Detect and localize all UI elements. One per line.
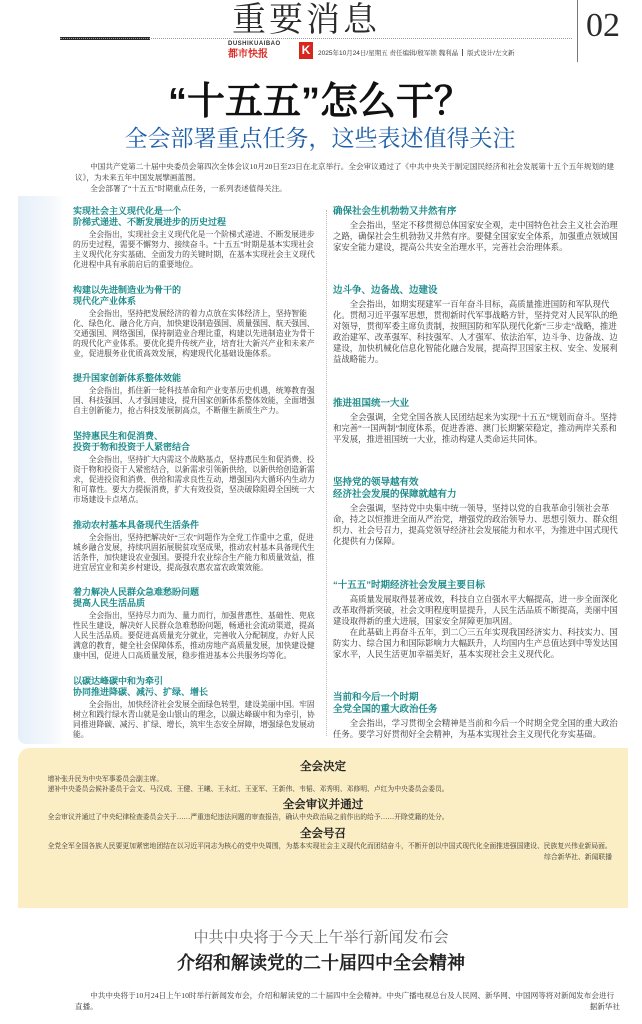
section-rural-modernization xyxy=(73,520,321,573)
section-heading-line: “十五五”时期经济社会发展主要目标 xyxy=(333,579,486,591)
section-body: 全会指出，抓住新一轮科技革命和产业变革历史机遇，统筹教育强国、科技强国、人才强国建设，提升国家创新体系整体效能，全面增强自主创新能力，抢占科技发展制高点，不断催生新质生产力。 xyxy=(73,386,315,416)
section-reunification xyxy=(333,398,620,445)
section-heading xyxy=(333,285,620,297)
call-text: 全党全军全国各族人民要更加紧密地团结在以习近平同志为核心的党中央周围，为基本实现社会主义现代化而团结奋斗，不断开创以中国式现代化全面推进强国建设、民族复兴伟业新局面。 xyxy=(47,842,612,850)
decision-text: 递补中央委员会候补委员于会文、马汉成、王健、王曦、王永红、王亚军、王新伟、韦韬、邓秀明、邓修明、卢红为中央委员会委员。 xyxy=(47,785,449,793)
section-heading xyxy=(333,206,620,218)
section-innovation-system xyxy=(73,373,321,416)
designer: 版式设计/左文新 xyxy=(467,50,515,57)
press-kicker: 中共中央将于今天上午举行新闻发布会 xyxy=(193,929,449,946)
section-heading-line: 提升国家创新体系整体效能 xyxy=(73,373,182,384)
section-body: 全会指出，如期实现建军一百年奋斗目标，高质量推进国防和军队现代化。贯彻习近平强军思想，贯彻新时代军事战略方针，坚持党对人民军队的绝对领导，贯彻军委主席负责制，按照国防和军队现代化新“三步走”战略，推进政治建军、改革强军、科技强军、人才强军、依法治军，边斗争、边备战、边建设，加快机械化信息化智能化融合发展，提高捍卫国家主权、安全、发展利益战略能力。 xyxy=(333,300,618,365)
section-heading xyxy=(73,587,321,609)
section-body: 全会强调，坚持党中央集中统一领导，坚持以党的自我革命引领社会革命，持之以恒推进全面从严治党，增强党的政治领导力、思想引领力、群众组织力、社会号召力，提高党领导经济社会发展能力和水平，为推进中国式现代化提供有力保障。 xyxy=(333,504,618,547)
section-body: 全会强调，全党全国各族人民团结起来为实现“十五五”规划而奋斗。坚持和完善“一国两制”制度体系，促进香港、澳门长期繁荣稳定，推动两岸关系和平发展，推进祖国统一大业，推动构建人类命运共同体。 xyxy=(333,412,617,444)
section-green-transition xyxy=(73,676,321,740)
side-decoration xyxy=(18,196,66,744)
section-body: 全会指出，坚定不移贯彻总体国家安全观，走中国特色社会主义社会治理之路，确保社会生机勃勃又井然有序。要健全国家安全体系，加强重点领域国家安全能力建设，提高公共安全治理水平，完善社会治理体系。 xyxy=(333,221,618,252)
section-heading-line: 现代化产业体系 xyxy=(73,295,137,306)
section-heading-line: 确保社会生机勃勃又井然有序 xyxy=(333,206,457,217)
review-title: 全会审议并通过 xyxy=(282,799,364,811)
section-heading xyxy=(333,477,620,501)
header-rule xyxy=(60,38,572,39)
section-body: 全会指出，坚持扩大内需这个战略基点，坚持惠民生和促消费、投资于物和投资于人紧密结合，以新需求引领新供给，以新供给创造新需求，促进投资和消费、供给和需求良性互动，增强国内大循环内生动力和可靠性。要大力提振消费，扩大有效投资，坚决破除阻碍全国统一大市场建设卡点堵点。 xyxy=(73,454,315,504)
section-body: 全会指出，加快经济社会发展全面绿色转型，建设美丽中国。牢固树立和践行绿水青山就是金山银山的理念，以碳达峰碳中和为牵引，协同推进降碳、减污、扩绿、增长，筑牢生态安全屏障，增强绿色发展动能。 xyxy=(73,699,315,739)
section-heading-line: 坚持党的领导越有效 xyxy=(333,477,419,489)
section-heading-line: 构建以先进制造业为骨干的 xyxy=(73,284,182,295)
right-column xyxy=(333,206,620,740)
section-political-task xyxy=(333,692,620,740)
section-body: 在此基础上再奋斗五年，到二〇三五年实现我国经济实力、科技实力、国防实力、综合国力和国际影响力大幅跃升，人均国内生产总值达到中等发达国家水平，人民生活更加幸福美好，基本实现社会主义现代化。 xyxy=(333,627,618,659)
section-heading-line: 推进祖国统一大业 xyxy=(333,397,410,409)
column-divider xyxy=(326,210,327,736)
editors: 责任编辑/殷军锁 魏利晶 xyxy=(389,50,459,57)
decision-title: 全会决定 xyxy=(300,761,346,773)
press-title: 介绍和解读党的二十届四中全会精神 xyxy=(177,953,465,973)
section-main-goals xyxy=(333,580,620,660)
section-body: 高质量发展取得显著成效，科技自立自强水平大幅提高，进一步全面深化改革取得新突破，社会文明程度明显提升，人民生活品质不断提高，美丽中国建设取得新的重大进展，国家安全屏障更加巩固。 xyxy=(333,594,618,626)
brand-name-latin: DUSHIKUAIBAO xyxy=(228,41,281,47)
section-heading-line: 实现社会主义现代化是一个 xyxy=(73,206,182,216)
headline: “十五五”怎么干？ xyxy=(167,81,472,123)
section-heading xyxy=(73,676,321,698)
section-heading xyxy=(333,692,620,716)
section-heading xyxy=(73,520,321,531)
section-heading xyxy=(333,398,620,410)
section-heading-line: 边斗争、边备战、边建设 xyxy=(333,285,438,297)
section-heading-line: 全党全国的重大政治任务 xyxy=(333,703,438,715)
section-heading xyxy=(73,431,321,453)
section-livelihood xyxy=(73,587,321,661)
plenum-summary-box xyxy=(18,748,628,908)
section-heading-line: 以碳达峰碳中和为牵引 xyxy=(73,675,164,686)
dateline xyxy=(318,49,514,58)
section-heading-line: 着力解决人民群众急难愁盼问题 xyxy=(73,587,200,598)
section-heading-line: 投资于物和投资于人紧密结合 xyxy=(73,441,191,452)
section-heading xyxy=(73,373,321,384)
section-industrial-system xyxy=(73,285,321,359)
section-body: 全会指出，坚持尽力而为、量力而行，加强普惠性、基础性、兜底性民生建设，解决好人民群众急难愁盼问题，畅通社会流动渠道，提高人民生活品质。要促进高质量充分就业，完善收入分配制度，办好人民满意的教育，健全社会保障体系，推动房地产高质量发展，加快建设健康中国，促进人口高质量发展，稳步推进基本公共服务均等化。 xyxy=(73,611,315,661)
intro-paragraph: 全会部署了“十五五”时期重点任务，一系列表述值得关注。 xyxy=(90,184,287,193)
section-heading-line: 阶梯式递进、不断发展进步的历史过程 xyxy=(73,217,227,227)
call-title: 全会号召 xyxy=(300,827,346,840)
press-body: 中共中央将于10月24日上午10时举行新闻发布会，介绍和解读党的二十届四中全会精神。中央广播电视总台及人民网、新华网、中国网等将对新闻发布会进行直播。 xyxy=(75,991,615,1011)
brand-logo-icon: K xyxy=(299,42,313,59)
section-heading-line: 提高人民生活品质 xyxy=(73,598,146,609)
section-modernization-process xyxy=(73,206,321,270)
section-title: 重要消息 xyxy=(232,2,380,39)
section-heading-line: 经济社会发展的保障就越有力 xyxy=(333,489,457,501)
section-national-defense xyxy=(333,285,620,365)
section-body: 全会指出，坚持把发展经济的着力点放在实体经济上，坚持智能化、绿色化、融合化方向，加快建设制造强国、质量强国、航天强国、交通强国、网络强国，保持制造业合理比重，构建以先进制造业为骨干的现代化产业体系。要优化提升传统产业，培育壮大新兴产业和未来产业，促进服务业优质高效发展，构建现代化基础设施体系。 xyxy=(73,308,315,358)
subheadline: 全会部署重点任务，这些表述值得关注 xyxy=(124,125,516,151)
press-source: 据新华社 xyxy=(589,1002,620,1011)
section-heading-line: 协同推进降碳、减污、扩绿、增长 xyxy=(73,686,209,697)
section-heading-line: 当前和今后一个时期 xyxy=(333,691,419,703)
left-column xyxy=(73,206,321,740)
issue-date: 2025年10月24日/星期五 xyxy=(318,50,388,57)
section-body: 全会指出，坚持把解决好“三农”问题作为全党工作重中之重，促进城乡融合发展，持续巩固拓展脱贫攻坚成果，推动农村基本具备现代生活条件，加快建设农业强国。要提升农业综合生产能力和质量效益，推进宜居宜业和美乡村建设，提高强农惠农富农政策效能。 xyxy=(73,532,315,572)
intro xyxy=(75,161,620,194)
dateline-separator xyxy=(462,49,463,56)
section-heading xyxy=(333,580,620,592)
section-heading-line: 坚持惠民生和促消费、 xyxy=(73,430,164,441)
decision-text: 增补张升民为中央军事委员会副主席。 xyxy=(47,776,164,783)
brand-name: 都市快报 xyxy=(228,49,268,60)
review-text: 全会审议并通过了中央纪律检查委员会关于……严重违纪违法问题的审查报告，确认中央政治局之前作出的给予……开除党籍的处分。 xyxy=(47,814,449,821)
section-consumption-investment xyxy=(73,431,321,505)
page-number-divider xyxy=(577,0,578,62)
section-heading-line: 推动农村基本具备现代生活条件 xyxy=(73,519,200,530)
section-heading xyxy=(73,285,321,307)
box-source: 综合新华社、新闻联播 xyxy=(544,854,612,861)
section-heading xyxy=(73,206,321,228)
section-party-leadership xyxy=(333,477,620,547)
page-number: 02 xyxy=(586,7,620,44)
intro-paragraph: 中国共产党第二十届中央委员会第四次全体会议10月20日至23日在北京举行。全会审议通过了《中共中央关于制定国民经济和社会发展第十五个五年规划的建议》，为未来五年中国发展擘画蓝图。 xyxy=(75,162,615,182)
section-body: 全会指出，实现社会主义现代化是一个阶梯式递进、不断发展进步的历史过程，需要不懈努力、接续奋斗。“十五五”时期是基本实现社会主义现代化夯实基础、全面发力的关键时期，在基本实现社会主义现代化进程中具有承前启后的重要地位。 xyxy=(73,230,315,269)
section-social-governance xyxy=(333,206,620,253)
section-body: 全会指出，学习贯彻全会精神是当前和今后一个时期全党全国的重大政治任务。要学习好贯彻好全会精神，为基本实现社会主义现代化夯实基础。 xyxy=(333,718,618,739)
